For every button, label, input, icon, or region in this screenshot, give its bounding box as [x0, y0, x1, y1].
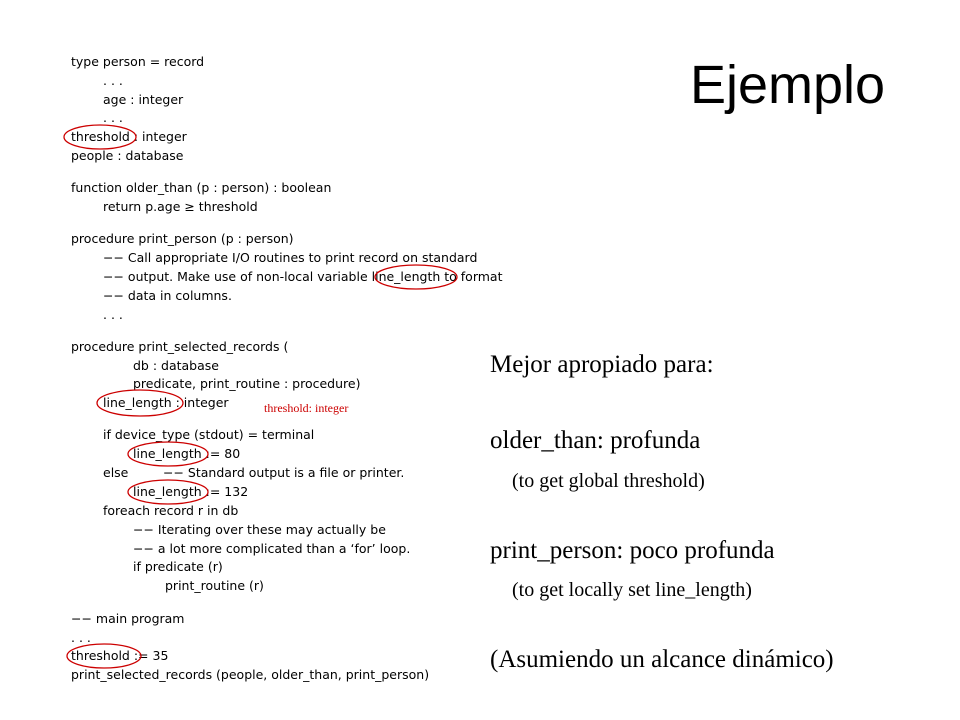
- code-line: −− Iterating over these may actually be: [133, 522, 386, 537]
- line-length-circle: [97, 390, 183, 416]
- threshold-circle: [64, 125, 136, 149]
- code-line: −− main program: [71, 611, 185, 626]
- threshold-circle: [67, 644, 141, 668]
- code-line: people : database: [71, 148, 184, 163]
- code-line: return p.age ≥ threshold: [103, 199, 258, 214]
- code-line: . . .: [103, 110, 123, 125]
- line-length-circle: [128, 480, 208, 504]
- code-line: line_length := 80: [133, 446, 241, 461]
- code-line: foreach record r in db: [103, 503, 239, 518]
- slide-title: Ejemplo: [690, 55, 886, 115]
- code-line: line_length : integer: [103, 395, 229, 410]
- code-line: threshold : integer: [71, 129, 187, 144]
- annotation-note: threshold: integer: [264, 401, 349, 415]
- code-line: −− data in columns.: [103, 288, 232, 303]
- line-length-circle: [375, 265, 457, 289]
- code-line: print_routine (r): [165, 578, 264, 593]
- explanation-item: older_than: profunda: [490, 427, 701, 454]
- code-line: procedure print_person (p : person): [71, 231, 294, 246]
- code-line: . . .: [103, 73, 123, 88]
- code-line: . . .: [103, 307, 123, 322]
- code-line: if device_type (stdout) = terminal: [103, 427, 315, 442]
- code-line: −− output. Make use of non-local variable line_length to format: [103, 269, 503, 284]
- code-line: −− Call appropriate I/O routines to print record on standard: [103, 250, 478, 265]
- line-length-circle: [128, 442, 208, 466]
- code-line: age : integer: [103, 92, 184, 107]
- explanation-item: print_person: poco profunda: [490, 537, 775, 564]
- code-line: −− a lot more complicated than a ‘for’ loop.: [133, 541, 411, 556]
- code-line: print_selected_records (people, older_than, print_person): [71, 667, 430, 682]
- explanation-subitem: (to get locally set line_length): [512, 579, 752, 601]
- code-line: . . .: [71, 630, 91, 645]
- code-line: procedure print_selected_records (: [71, 339, 289, 354]
- code-line: predicate, print_routine : procedure): [133, 376, 361, 391]
- explanation-footer: (Asumiendo un alcance dinámico): [490, 646, 834, 673]
- code-line: line_length := 132: [133, 484, 249, 499]
- code-line: threshold := 35: [71, 648, 169, 663]
- code-line: type person = record: [71, 54, 205, 69]
- explanation-heading: Mejor apropiado para:: [490, 351, 714, 378]
- code-line: −− Standard output is a file or printer.: [163, 465, 405, 480]
- code-line: function older_than (p : person) : boolean: [71, 180, 332, 195]
- code-line: else: [103, 465, 129, 480]
- code-line: if predicate (r): [133, 559, 223, 574]
- code-line: db : database: [133, 358, 219, 373]
- explanation-subitem: (to get global threshold): [512, 470, 705, 492]
